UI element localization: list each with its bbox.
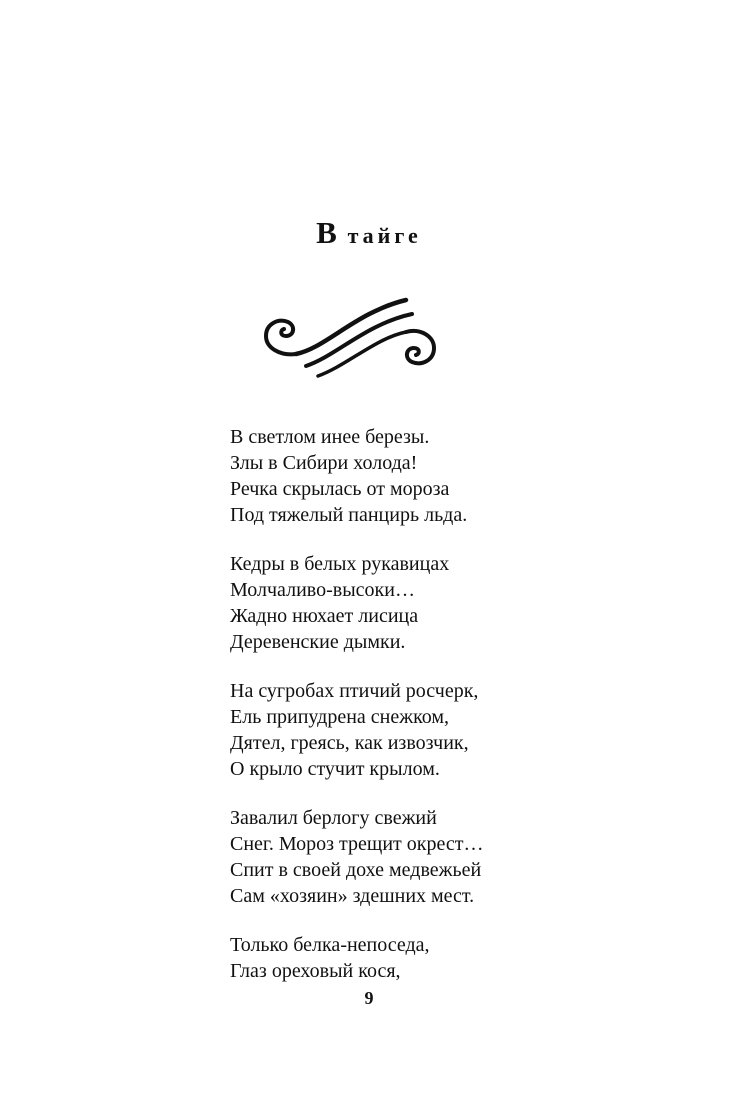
poem-line: В светлом инее березы. bbox=[230, 426, 430, 448]
swirl-flourish-icon bbox=[256, 292, 442, 378]
poem-line: Спит в своей дохе медвежьей bbox=[230, 859, 482, 881]
poem-line: О крыло стучит крылом. bbox=[230, 758, 440, 780]
poem-line: Глаз ореховый кося, bbox=[230, 960, 401, 982]
page-number: 9 bbox=[364, 988, 374, 1008]
poem-line: Под тяжелый панцирь льда. bbox=[230, 504, 468, 526]
poem-line: Снег. Мороз трещит окрест… bbox=[230, 833, 484, 855]
poem-line: Только белка-непоседа, bbox=[230, 934, 430, 956]
poem-line: На сугробах птичий росчерк, bbox=[230, 680, 479, 702]
stanza-3 bbox=[230, 678, 650, 782]
poem-title bbox=[0, 213, 738, 256]
poem-line: Молчаливо-высоки… bbox=[230, 579, 415, 601]
stanza-4 bbox=[230, 805, 650, 909]
stanza-2 bbox=[230, 551, 650, 655]
stanza-5 bbox=[230, 932, 650, 984]
poem-line: Деревенские дымки. bbox=[230, 631, 406, 653]
poem-line: Сам «хозяин» здешних мест. bbox=[230, 885, 475, 907]
poem-title-rest: тайге bbox=[347, 223, 422, 248]
poem-line: Злы в Сибири холода! bbox=[230, 452, 418, 474]
poem-title-initial: В bbox=[316, 215, 340, 250]
poem-body bbox=[230, 424, 650, 1007]
poem-line: Речка скрылась от мороза bbox=[230, 478, 450, 500]
poem-line: Дятел, греясь, как извозчик, bbox=[230, 732, 469, 754]
stanza-1 bbox=[230, 424, 650, 528]
poem-line: Ель припудрена снежком, bbox=[230, 706, 450, 728]
poem-line: Жадно нюхает лисица bbox=[230, 605, 419, 627]
poem-line: Завалил берлогу свежий bbox=[230, 807, 437, 829]
poem-line: Кедры в белых рукавицах bbox=[230, 553, 450, 575]
